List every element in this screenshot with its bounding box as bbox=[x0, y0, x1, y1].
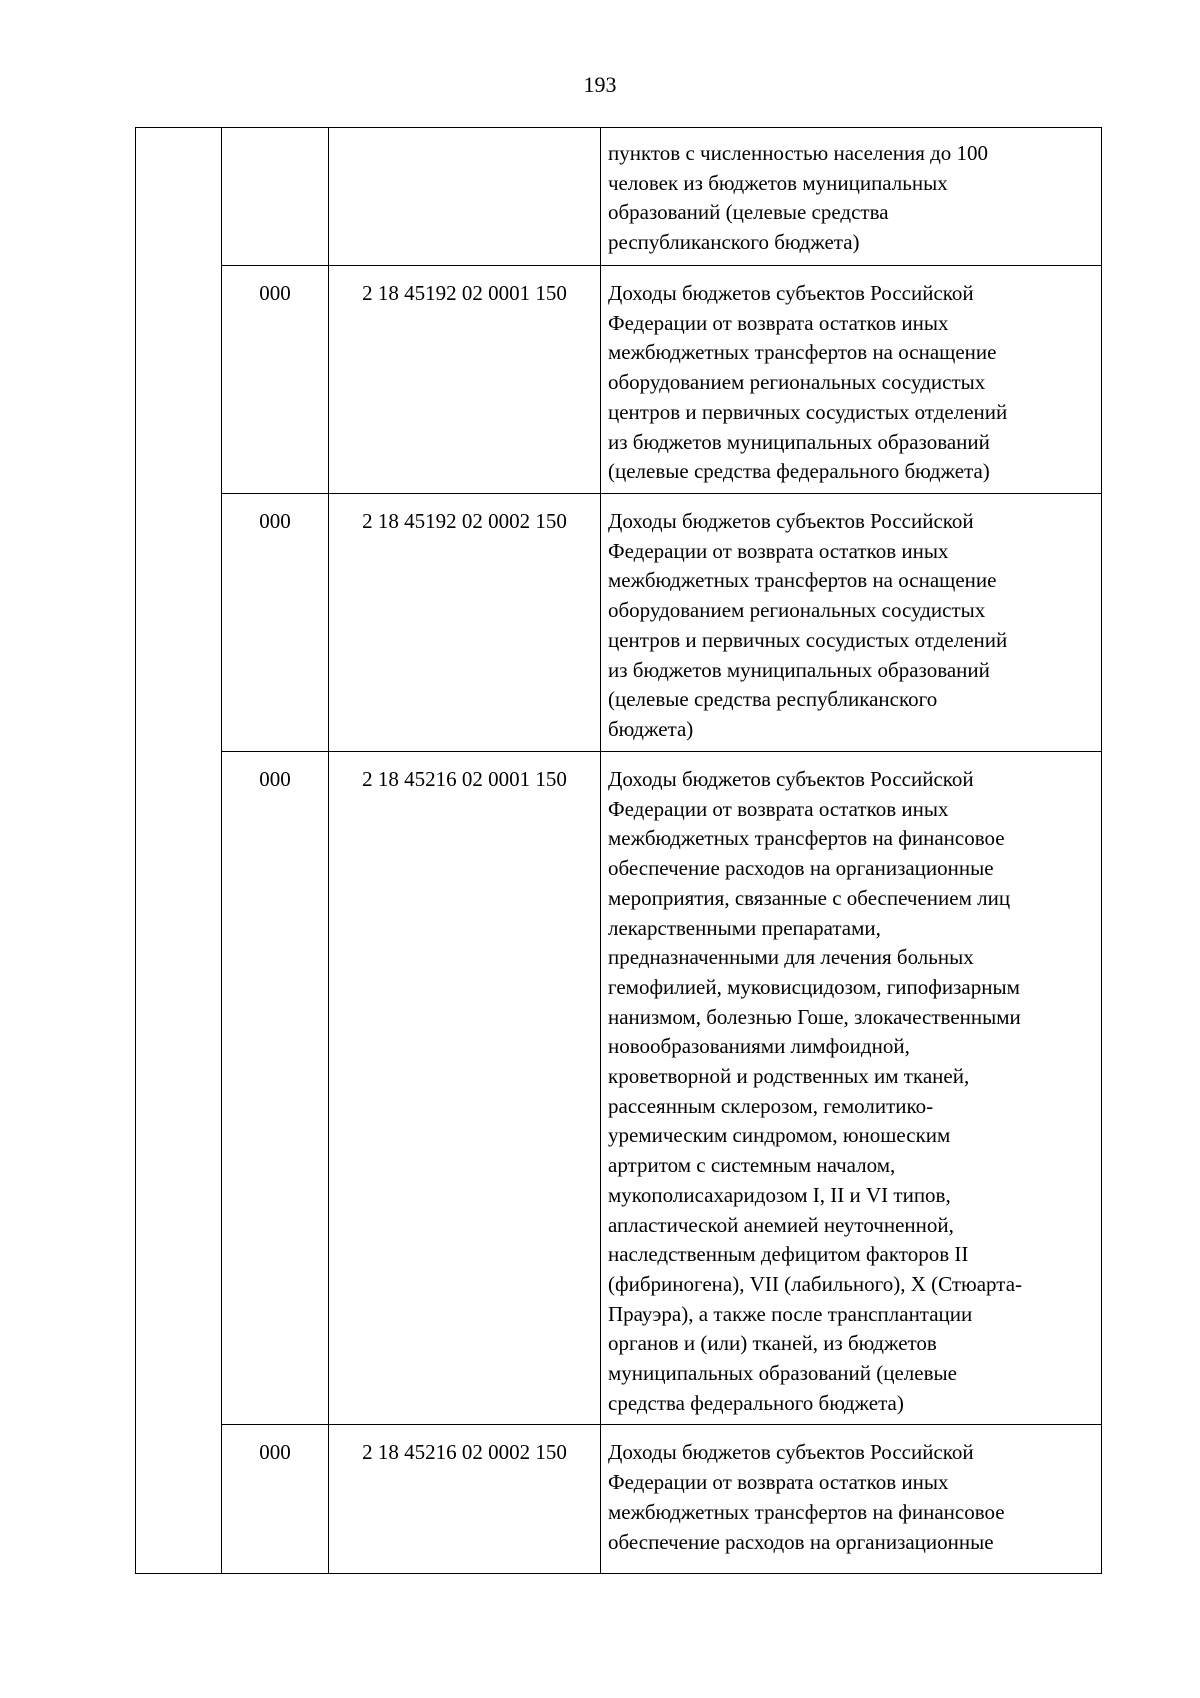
description-line: бюджета) bbox=[608, 716, 694, 741]
description-line: муниципальных образований (целевые bbox=[608, 1361, 957, 1386]
description-line: гемофилией, муковисцидозом, гипофизарным bbox=[608, 974, 1020, 999]
description-line: оборудованием региональных сосудистых bbox=[608, 598, 986, 623]
table-row bbox=[136, 128, 1102, 266]
description-line: обеспечение расходов на организационные bbox=[608, 1529, 994, 1554]
budget-code-cell: 2 18 45216 02 0002 150 bbox=[329, 1425, 601, 1574]
description-line: артритом с системным началом, bbox=[608, 1153, 896, 1178]
description-line: наследственным дефицитом факторов II bbox=[608, 1242, 969, 1267]
description-line: Доходы бюджетов субъектов Российской bbox=[608, 767, 974, 791]
description-line: (целевые средства республиканского bbox=[608, 687, 938, 712]
description-line: новообразованиями лимфоидной, bbox=[608, 1034, 910, 1059]
description-line: средства федерального бюджета) bbox=[608, 1390, 904, 1415]
empty-first-column bbox=[136, 128, 222, 1574]
description-line: межбюджетных трансфертов на финансовое bbox=[608, 1499, 1005, 1524]
description-line: межбюджетных трансфертов на оснащение bbox=[608, 340, 997, 365]
admin-code-cell: 000 bbox=[222, 266, 329, 494]
description-line: пунктов с численностью населения до 100 bbox=[608, 141, 989, 165]
description-line: Федерации от возврата остатков иных bbox=[608, 310, 949, 335]
table-row bbox=[136, 266, 1102, 494]
description-line: (целевые средства федерального бюджета) bbox=[608, 459, 990, 484]
description-line: лекарственными препаратами, bbox=[608, 915, 881, 940]
description-line: республиканского бюджета) bbox=[608, 230, 860, 255]
description-line: оборудованием региональных сосудистых bbox=[608, 370, 986, 395]
description-line: Прауэра), а также после трансплантации bbox=[608, 1301, 973, 1326]
table-row bbox=[136, 1425, 1102, 1574]
description-line: мукополисахаридозом I, II и VI типов, bbox=[608, 1182, 951, 1207]
description-line: из бюджетов муниципальных образований bbox=[608, 657, 990, 682]
description-cell bbox=[601, 266, 1102, 494]
description-line: Федерации от возврата остатков иных bbox=[608, 538, 949, 563]
description-line: Доходы бюджетов субъектов Российской bbox=[608, 281, 974, 305]
admin-code-cell bbox=[222, 128, 329, 266]
table-row bbox=[136, 494, 1102, 752]
description-line: органов и (или) тканей, из бюджетов bbox=[608, 1331, 937, 1356]
budget-code-cell: 2 18 45216 02 0001 150 bbox=[329, 752, 601, 1425]
description-line: уремическим синдромом, юношеским bbox=[608, 1123, 951, 1148]
description-line: центров и первичных сосудистых отделений bbox=[608, 627, 1008, 652]
description-line: образований (целевые средства bbox=[608, 200, 889, 225]
budget-code-cell bbox=[329, 128, 601, 266]
description-line: межбюджетных трансфертов на финансовое bbox=[608, 826, 1005, 851]
description-line: кроветворной и родственных им тканей, bbox=[608, 1064, 970, 1089]
page-number: 193 bbox=[583, 72, 617, 97]
description-line: мероприятия, связанные с обеспечением лиц bbox=[608, 885, 1011, 910]
budget-code-cell: 2 18 45192 02 0002 150 bbox=[329, 494, 601, 752]
description-line: межбюджетных трансфертов на оснащение bbox=[608, 568, 997, 593]
description-line: (фибриногена), VII (лабильного), X (Стюарта- bbox=[608, 1271, 1023, 1296]
description-line: Федерации от возврата остатков иных bbox=[608, 1470, 949, 1495]
budget-code-cell: 2 18 45192 02 0001 150 bbox=[329, 266, 601, 494]
revenue-classification-table bbox=[135, 127, 1102, 1574]
description-line: рассеянным склерозом, гемолитико- bbox=[608, 1093, 934, 1118]
description-line: обеспечение расходов на организационные bbox=[608, 856, 994, 881]
admin-code-cell: 000 bbox=[222, 1425, 329, 1574]
description-cell bbox=[601, 752, 1102, 1425]
description-line: человек из бюджетов муниципальных bbox=[608, 170, 948, 195]
description-line: Доходы бюджетов субъектов Российской bbox=[608, 509, 974, 533]
description-line: из бюджетов муниципальных образований bbox=[608, 429, 990, 454]
admin-code-cell: 000 bbox=[222, 752, 329, 1425]
admin-code-cell: 000 bbox=[222, 494, 329, 752]
description-cell bbox=[601, 1425, 1102, 1574]
description-cell bbox=[601, 128, 1102, 266]
description-line: апластической анемией неуточненной, bbox=[608, 1212, 954, 1237]
description-line: предназначенными для лечения больных bbox=[608, 945, 974, 970]
description-line: Федерации от возврата остатков иных bbox=[608, 796, 949, 821]
description-cell bbox=[601, 494, 1102, 752]
table-row bbox=[136, 752, 1102, 1425]
description-line: нанизмом, болезнью Гоше, злокачественными bbox=[608, 1004, 1021, 1029]
description-line: центров и первичных сосудистых отделений bbox=[608, 399, 1008, 424]
description-line: Доходы бюджетов субъектов Российской bbox=[608, 1440, 974, 1465]
